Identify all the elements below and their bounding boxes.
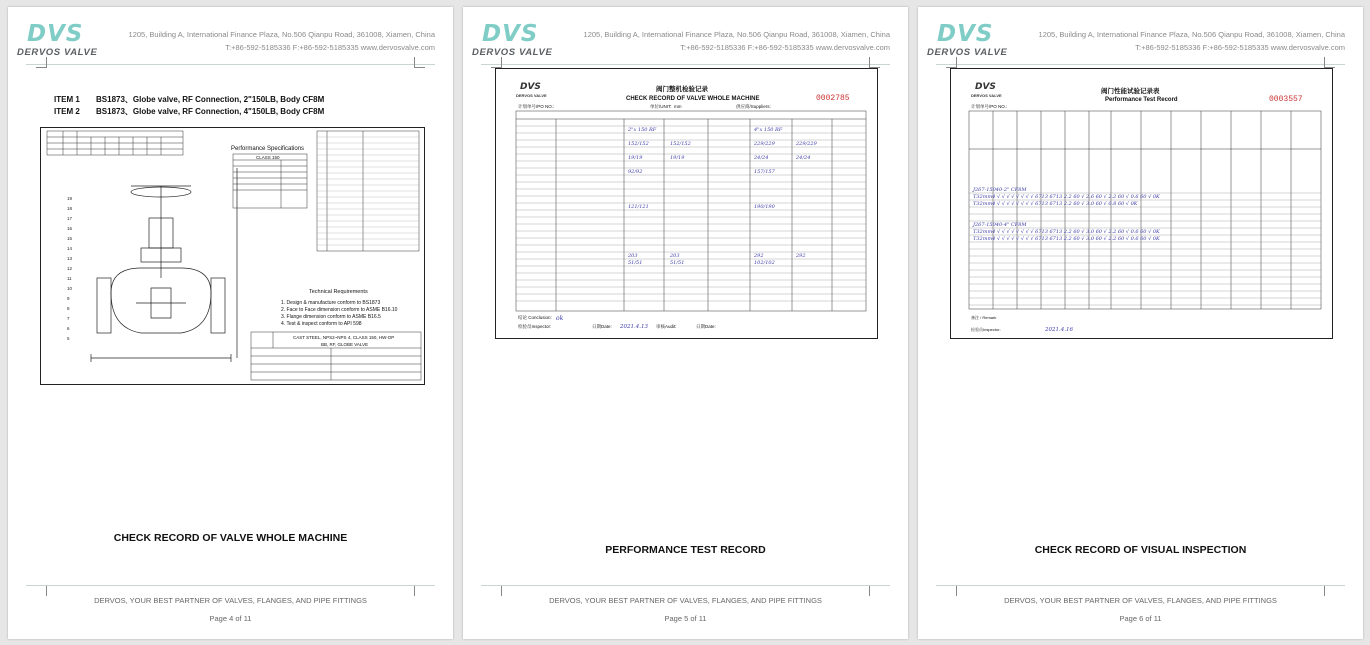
- page-number: Page 4 of 11: [209, 614, 252, 623]
- svg-text:计划单号/PO NO.:: 计划单号/PO NO.:: [971, 104, 1008, 109]
- svg-text:2. Face to Face dimension conf: 2. Face to Face dimension conform to ASME B16.10: [281, 307, 398, 313]
- svg-text:14: 14: [67, 246, 73, 251]
- svg-text:51/51: 51/51: [628, 260, 643, 266]
- svg-text:203: 203: [670, 253, 680, 259]
- svg-text:24/24: 24/24: [796, 155, 811, 161]
- document-page-4: [8, 7, 453, 639]
- corner-mark: [1324, 585, 1335, 596]
- svg-text:日期Date:: 日期Date:: [592, 324, 612, 329]
- svg-text:1. Design & manufacture confor: 1. Design & manufacture conform to BS1873: [281, 300, 381, 306]
- svg-text:T32mm4 √ √ √ √ √ √ √ √ 6713 67: T32mm4 √ √ √ √ √ √ √ √ 6713 6713 2.2 60 √ 3.0 60 √ 2.2 60 √ 0.6 60 √ 0K: [973, 229, 1160, 235]
- header-rule: [481, 64, 890, 65]
- tech-req-title: Technical Requirements: [309, 289, 368, 295]
- svg-text:mm: mm: [674, 104, 682, 109]
- svg-text:阀门整机检验记录: 阀门整机检验记录: [656, 86, 708, 93]
- svg-text:T32mm4 √ √ √ √ √ √ √ √ 6713 67: T32mm4 √ √ √ √ √ √ √ √ 6713 6713 2.2 60 √ 3.0 60 √ 2.2 60 √ 0.6 60 √ 0K: [973, 236, 1160, 242]
- svg-text:121/121: 121/121: [628, 204, 649, 210]
- item-list: [54, 94, 324, 118]
- corner-mark: [1324, 57, 1335, 68]
- svg-text:T32mm4 √ √ √ √ √ √ √ √ 6713 67: T32mm4 √ √ √ √ √ √ √ √ 6713 6713 2.2 60 √ 2.6 60 √ 2.2 60 √ 0.6 60 √ 0K: [973, 194, 1160, 200]
- record-number: 0003557: [1269, 95, 1303, 104]
- page-caption: PERFORMANCE TEST RECORD: [605, 544, 766, 556]
- svg-text:203: 203: [628, 253, 638, 259]
- document-page-5: [463, 7, 908, 639]
- footer-tagline: DERVOS, YOUR BEST PARTNER OF VALVES, FLANGES, AND PIPE FITTINGS: [94, 596, 367, 605]
- dervos-logo: DVS DERVOS VALVE: [17, 21, 98, 58]
- footer-rule: [936, 585, 1345, 586]
- corner-mark: [491, 585, 502, 596]
- svg-text:3. Flange dimension conform to: 3. Flange dimension conform to ASME B16.5: [281, 314, 381, 320]
- svg-text:检验员Inspector:: 检验员Inspector:: [518, 324, 552, 329]
- svg-text:19: 19: [67, 196, 73, 201]
- svg-text:单位/UNIT:: 单位/UNIT:: [650, 104, 672, 109]
- footer-tagline: DERVOS, YOUR BEST PARTNER OF VALVES, FLANGES, AND PIPE FITTINGS: [1004, 596, 1277, 605]
- svg-text:7: 7: [67, 316, 70, 321]
- svg-text:102/102: 102/102: [754, 260, 775, 266]
- corner-mark: [869, 57, 880, 68]
- svg-text:229/229: 229/229: [754, 141, 775, 147]
- footer-rule: [481, 585, 890, 586]
- footer-rule: [26, 585, 435, 586]
- header-rule: [936, 64, 1345, 65]
- dervos-logo: DVS DERVOS VALVE: [927, 21, 1008, 58]
- svg-text:2021.4.13: 2021.4.13: [620, 324, 648, 330]
- corner-mark: [946, 585, 957, 596]
- item-row: ITEM 1 BS1873、Globe valve, RF Connection, 2"150LB, Body CF8M: [54, 95, 325, 104]
- corner-mark: [491, 57, 502, 68]
- dervos-logo: DVS DERVOS VALVE: [472, 21, 553, 58]
- company-address: 1205, Building A, International Finance Plaza, No.506 Qianpu Road, 361008, Xiamen, China T:+86-592-5185336 F:+86-592-5185335 www.dervosvalve.com: [128, 30, 435, 52]
- corner-mark: [946, 57, 957, 68]
- document-page-6: [918, 7, 1363, 639]
- footer-tagline: DERVOS, YOUR BEST PARTNER OF VALVES, FLANGES, AND PIPE FITTINGS: [549, 596, 822, 605]
- svg-text:DERVOS VALVE: DERVOS VALVE: [971, 93, 1002, 98]
- svg-text:11: 11: [67, 276, 72, 281]
- corner-mark: [869, 585, 880, 596]
- svg-text:J267-15040-2" CF8M: J267-15040-2" CF8M: [973, 187, 1027, 193]
- svg-text:4. Test & inspect conform to A: 4. Test & inspect conform to API 598: [281, 321, 362, 327]
- company-address: 1205, Building A, International Finance Plaza, No.506 Qianpu Road, 361008, Xiamen, China T:+86-592-5185336 F:+86-592-5185335 www.dervosvalve.com: [1038, 30, 1345, 52]
- svg-text:8: 8: [67, 306, 70, 311]
- corner-mark: [36, 57, 47, 68]
- svg-text:18: 18: [67, 206, 73, 211]
- svg-text:24/24: 24/24: [754, 155, 769, 161]
- svg-text:备注 / Remark: 备注 / Remark: [971, 315, 997, 320]
- corner-mark: [36, 585, 47, 596]
- corner-mark: [414, 57, 425, 68]
- svg-text:292: 292: [796, 253, 806, 259]
- svg-text:229/229: 229/229: [796, 141, 817, 147]
- svg-text:152/152: 152/152: [628, 141, 649, 147]
- page-number: Page 5 of 11: [664, 614, 707, 623]
- svg-text:CHECK RECORD OF VALVE WHOLE MA: CHECK RECORD OF VALVE WHOLE MACHINE: [626, 96, 760, 102]
- svg-text:19/19: 19/19: [628, 155, 643, 161]
- svg-text:阀门性能试验记录表: 阀门性能试验记录表: [1101, 88, 1160, 95]
- svg-text:ok: ok: [556, 315, 564, 322]
- svg-text:5: 5: [67, 336, 70, 341]
- perf-spec-title: Performance Specifications: [231, 146, 305, 152]
- svg-text:4"x 150 RF: 4"x 150 RF: [754, 127, 783, 133]
- svg-text:BB, RF, GLOBE VALVE: BB, RF, GLOBE VALVE: [321, 342, 369, 347]
- svg-text:10: 10: [67, 286, 73, 291]
- svg-text:2021.4.16: 2021.4.16: [1045, 327, 1073, 333]
- svg-text:9: 9: [67, 296, 70, 301]
- item-row: ITEM 2 BS1873、Globe valve, RF Connection, 4"150LB, Body CF8M: [54, 107, 325, 116]
- corner-mark: [414, 585, 425, 596]
- svg-text:190/190: 190/190: [754, 204, 775, 210]
- page-caption: CHECK RECORD OF VALVE WHOLE MACHINE: [113, 532, 348, 544]
- svg-text:16: 16: [67, 226, 73, 231]
- svg-text:51/51: 51/51: [670, 260, 685, 266]
- svg-text:CAST STEEL, NPS2~NPS 4, CLASS: CAST STEEL, NPS2~NPS 4, CLASS 150, HW-OP: [293, 335, 395, 340]
- svg-text:计划单号/PO NO.:: 计划单号/PO NO.:: [518, 104, 555, 109]
- page-caption: CHECK RECORD OF VISUAL INSPECTION: [1034, 544, 1247, 556]
- svg-text:152/152: 152/152: [670, 141, 691, 147]
- svg-text:13: 13: [67, 256, 73, 261]
- svg-text:日期Date:: 日期Date:: [696, 324, 716, 329]
- svg-text:DVS: DVS: [975, 82, 996, 92]
- svg-text:CLASS 150: CLASS 150: [256, 155, 280, 160]
- svg-text:92/92: 92/92: [628, 169, 643, 175]
- svg-text:J267-15040-4" CF8M: J267-15040-4" CF8M: [973, 222, 1027, 228]
- svg-text:检验员Inspector:: 检验员Inspector:: [971, 327, 1001, 332]
- svg-text:2"x 150 RF: 2"x 150 RF: [628, 127, 657, 133]
- svg-text:供应商/Suppliers:: 供应商/Suppliers:: [736, 104, 771, 109]
- svg-text:19/19: 19/19: [670, 155, 685, 161]
- page-number: Page 6 of 11: [1119, 614, 1162, 623]
- svg-text:结论 Conclusion:: 结论 Conclusion:: [518, 315, 552, 320]
- globe-valve-drawing: [40, 127, 425, 385]
- svg-text:T32mm4 √ √ √ √ √ √ √ √ 6713 67: T32mm4 √ √ √ √ √ √ √ √ 6713 6713 2.2 60 √ 3.0 60 √ 0.8 60 √ 0K: [973, 201, 1138, 207]
- svg-text:17: 17: [67, 216, 73, 221]
- svg-text:292: 292: [754, 253, 764, 259]
- svg-text:12: 12: [67, 266, 73, 271]
- svg-text:DERVOS VALVE: DERVOS VALVE: [516, 93, 547, 98]
- svg-text:审核Audit:: 审核Audit:: [656, 324, 677, 329]
- valve-check-record-scan: [495, 68, 878, 339]
- header-rule: [26, 64, 435, 65]
- svg-text:15: 15: [67, 236, 73, 241]
- performance-test-record-scan: [950, 68, 1333, 339]
- company-address: 1205, Building A, International Finance Plaza, No.506 Qianpu Road, 361008, Xiamen, China T:+86-592-5185336 F:+86-592-5185335 www.dervosvalve.com: [583, 30, 890, 52]
- svg-text:6: 6: [67, 326, 70, 331]
- record-number: 0002785: [816, 94, 850, 103]
- svg-text:157/157: 157/157: [754, 169, 775, 175]
- svg-text:Performance Test Record: Performance Test Record: [1105, 97, 1178, 103]
- svg-text:DVS: DVS: [520, 82, 541, 92]
